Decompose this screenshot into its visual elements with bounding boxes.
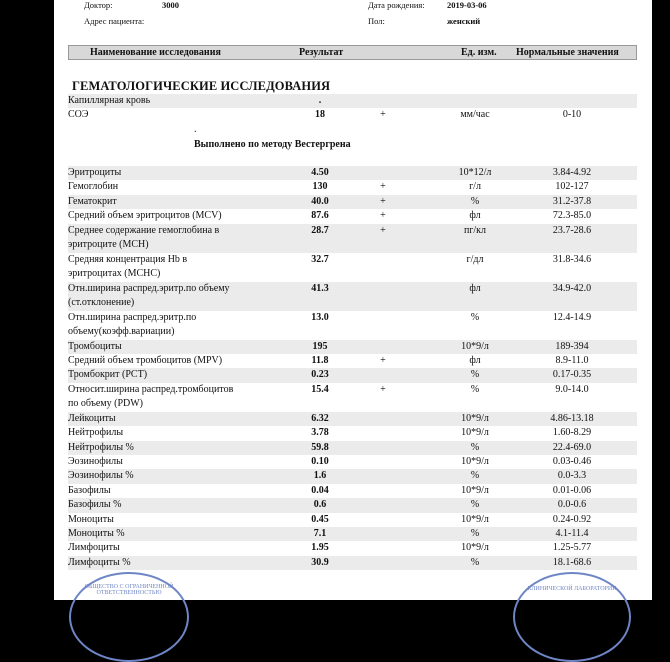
table-row (68, 469, 637, 483)
test-name: Средний объем эритроцитов (MCV) (68, 210, 222, 222)
stamp-left-text: ОБЩЕСТВО С ОГРАНИЧЕННОЙ ОТВЕТСТВЕННОСТЬЮ (84, 584, 174, 596)
test-ref: 0.17-0.35 (552, 369, 592, 381)
sex-label: Пол: (368, 16, 385, 26)
test-value: 18 (315, 109, 325, 120)
test-value: 28.7 (311, 224, 329, 236)
test-flag: + (380, 109, 386, 120)
test-name: Эритроциты (68, 167, 122, 178)
test-ref: 1.60-8.29 (552, 427, 592, 439)
section-title: ГЕМАТОЛОГИЧЕСКИЕ ИССЛЕДОВАНИЯ (72, 79, 331, 93)
table-row (68, 224, 637, 253)
test-ref: 4.1-11.4 (555, 528, 589, 539)
test-ref: 18.1-68.6 (552, 556, 592, 568)
test-name: Тромбокрит (PCT) (68, 369, 148, 381)
test-value: 4.50 (311, 167, 329, 178)
test-value: 1.6 (313, 470, 327, 482)
test-unit: пг/кл (463, 224, 487, 236)
table-row (68, 253, 637, 282)
test-value: 0.23 (311, 369, 329, 381)
test-name: Средний объем тромбоцитов (MPV) (68, 355, 223, 366)
test-value: 0.04 (311, 484, 329, 496)
test-name: Лимфоциты (68, 542, 120, 554)
test-value: 13.0 (311, 311, 329, 323)
test-value: 195 (312, 340, 328, 352)
test-ref: 23.7-28.6 (552, 224, 592, 236)
stamp-left (69, 572, 189, 662)
test-flag: + (380, 210, 386, 222)
test-name: Капиллярная кровь (68, 95, 151, 106)
test-unit: 10*9/л (461, 427, 489, 439)
column-result-header: Результат (299, 47, 344, 58)
test-name: СОЭ (68, 109, 89, 120)
sex-value: женский (447, 16, 481, 26)
table-row (68, 311, 637, 340)
test-value: 7.1 (313, 528, 327, 539)
test-unit: фл (469, 210, 481, 222)
test-value: 0.6 (313, 499, 327, 511)
test-name: Базофилы (68, 484, 111, 496)
test-ref: 34.9-42.0 (552, 282, 592, 294)
test-value: 41.3 (311, 282, 329, 294)
test-value: . (318, 95, 322, 106)
note-dot: . (194, 124, 197, 135)
test-unit: % (470, 369, 480, 381)
test-ref: 1.25-5.77 (552, 542, 592, 554)
dob-label: Дата рождения: (368, 0, 425, 10)
test-unit: 10*9/л (461, 542, 489, 554)
test-value: 0.45 (311, 513, 329, 525)
test-name: Гематокрит (68, 195, 117, 207)
test-name: Лимфоциты % (68, 556, 131, 568)
doctor-value: 3000 (162, 0, 179, 10)
test-unit: г/дл (466, 253, 484, 265)
table-row (68, 368, 637, 382)
test-value: 30.9 (311, 556, 329, 568)
test-ref: 4.86-13.18 (550, 412, 594, 424)
test-name: Относит.ширина распред.тромбоцитов (68, 383, 234, 395)
test-name-line2: (ст.отклонение) (68, 296, 135, 308)
test-value: 130 (312, 181, 328, 193)
test-ref: 72.3-85.0 (552, 210, 592, 222)
table-row (68, 441, 637, 455)
table-row (68, 94, 637, 108)
table-row (68, 513, 637, 527)
table-row (68, 108, 637, 122)
lab-report-page (54, 0, 652, 600)
table-row (68, 541, 637, 555)
table-row (68, 180, 637, 194)
table-row (68, 282, 637, 311)
test-flag: + (380, 224, 386, 236)
test-ref: 0.0-0.6 (557, 499, 587, 511)
test-name: Гемоглобин (68, 181, 119, 193)
test-name-line2: объему(коэфф.вариации) (68, 325, 175, 337)
test-value: 0.10 (311, 456, 329, 467)
test-ref: 189-394 (555, 340, 589, 352)
table-row (68, 354, 637, 368)
table-row (68, 340, 637, 354)
table-row (68, 195, 637, 209)
test-ref: 0.01-0.06 (552, 484, 592, 496)
test-unit: фл (469, 355, 481, 366)
test-unit: 10*9/л (461, 513, 489, 525)
test-ref: 8.9-11.0 (555, 355, 589, 366)
test-value: 15.4 (311, 383, 329, 395)
test-unit: фл (469, 282, 481, 294)
test-ref: 31.8-34.6 (552, 253, 592, 265)
column-name-header: Наименование исследования (90, 47, 221, 58)
test-flag: + (380, 383, 386, 395)
table-row (68, 383, 637, 412)
table-row (68, 498, 637, 512)
test-name: Моноциты % (68, 528, 125, 539)
test-name: Нейтрофилы (68, 427, 124, 439)
column-unit-header: Ед. изм. (461, 47, 497, 58)
test-name: Эозинофилы % (68, 470, 134, 482)
test-name: Тромбоциты (68, 340, 122, 352)
table-row (68, 209, 637, 223)
table-row (68, 426, 637, 440)
test-ref: 9.0-14.0 (555, 383, 589, 395)
test-unit: 10*9/л (461, 456, 489, 467)
test-name: Среднее содержание гемоглобина в (68, 224, 220, 236)
table-row (68, 556, 637, 570)
test-ref: 3.84-4.92 (552, 167, 592, 178)
stamp-right-text: КЛИНИЧЕСКОЙ ЛАБОРАТОРИИ (527, 586, 617, 592)
test-value: 40.0 (311, 195, 329, 207)
test-unit: 10*12/л (458, 167, 492, 178)
doctor-label: Доктор: (84, 0, 113, 10)
test-unit: 10*9/л (461, 484, 489, 496)
test-value: 87.6 (311, 210, 329, 222)
test-unit: г/л (469, 181, 481, 193)
test-name: Средняя концентрация Hb в (68, 253, 188, 265)
test-ref: 0.03-0.46 (552, 456, 592, 467)
test-name: Лейкоциты (68, 412, 116, 424)
test-name-line2: эритроцитах (MCHC) (68, 267, 161, 279)
test-unit: 10*9/л (461, 340, 489, 352)
table-header (68, 45, 637, 60)
test-ref: 12.4-14.9 (552, 311, 592, 323)
test-ref: 0.24-0.92 (552, 513, 592, 525)
test-ref: 0-10 (562, 109, 582, 120)
test-name-line2: по объему (PDW) (68, 397, 144, 409)
test-value: 3.78 (311, 427, 329, 439)
test-flag: + (380, 195, 386, 207)
test-name: Базофилы % (68, 499, 122, 511)
test-ref: 0.0-3.3 (557, 470, 587, 482)
test-name: Эозинофилы (68, 456, 123, 467)
method-note: Выполнено по методу Вестергрена (194, 139, 351, 150)
test-ref: 102-127 (555, 181, 589, 193)
table-row (68, 527, 637, 541)
table-row (68, 166, 637, 180)
dob-value: 2019-03-06 (447, 0, 487, 10)
test-flag: + (380, 181, 386, 193)
test-unit: % (470, 311, 480, 323)
test-unit: % (470, 556, 480, 568)
test-value: 1.95 (311, 542, 329, 554)
test-value: 59.8 (311, 441, 329, 453)
test-unit: % (470, 383, 480, 395)
test-name: Нейтрофилы % (68, 441, 134, 453)
test-ref: 31.2-37.8 (552, 195, 592, 207)
test-value: 32.7 (311, 253, 329, 265)
test-value: 11.8 (311, 355, 329, 366)
test-unit: 10*9/л (461, 412, 489, 424)
test-unit: % (470, 499, 480, 511)
table-row (68, 455, 637, 469)
stamp-right (513, 572, 631, 662)
test-ref: 22.4-69.0 (552, 441, 592, 453)
test-unit: мм/час (460, 109, 490, 120)
test-name: Отн.ширина распред.эритр.по объему (68, 282, 230, 294)
test-unit: % (470, 470, 480, 482)
table-row (68, 484, 637, 498)
column-ref-header: Нормальные значения (516, 47, 619, 58)
test-unit: % (470, 195, 480, 207)
table-row (68, 412, 637, 426)
test-flag: + (380, 355, 386, 366)
test-value: 6.32 (311, 412, 329, 424)
address-label: Адрес пациента: (84, 16, 145, 26)
test-unit: % (470, 528, 480, 539)
test-name-line2: эритроците (MCH) (68, 238, 149, 250)
test-name: Моноциты (68, 513, 114, 525)
test-unit: % (470, 441, 480, 453)
test-name: Отн.ширина распред.эритр.по (68, 311, 197, 323)
